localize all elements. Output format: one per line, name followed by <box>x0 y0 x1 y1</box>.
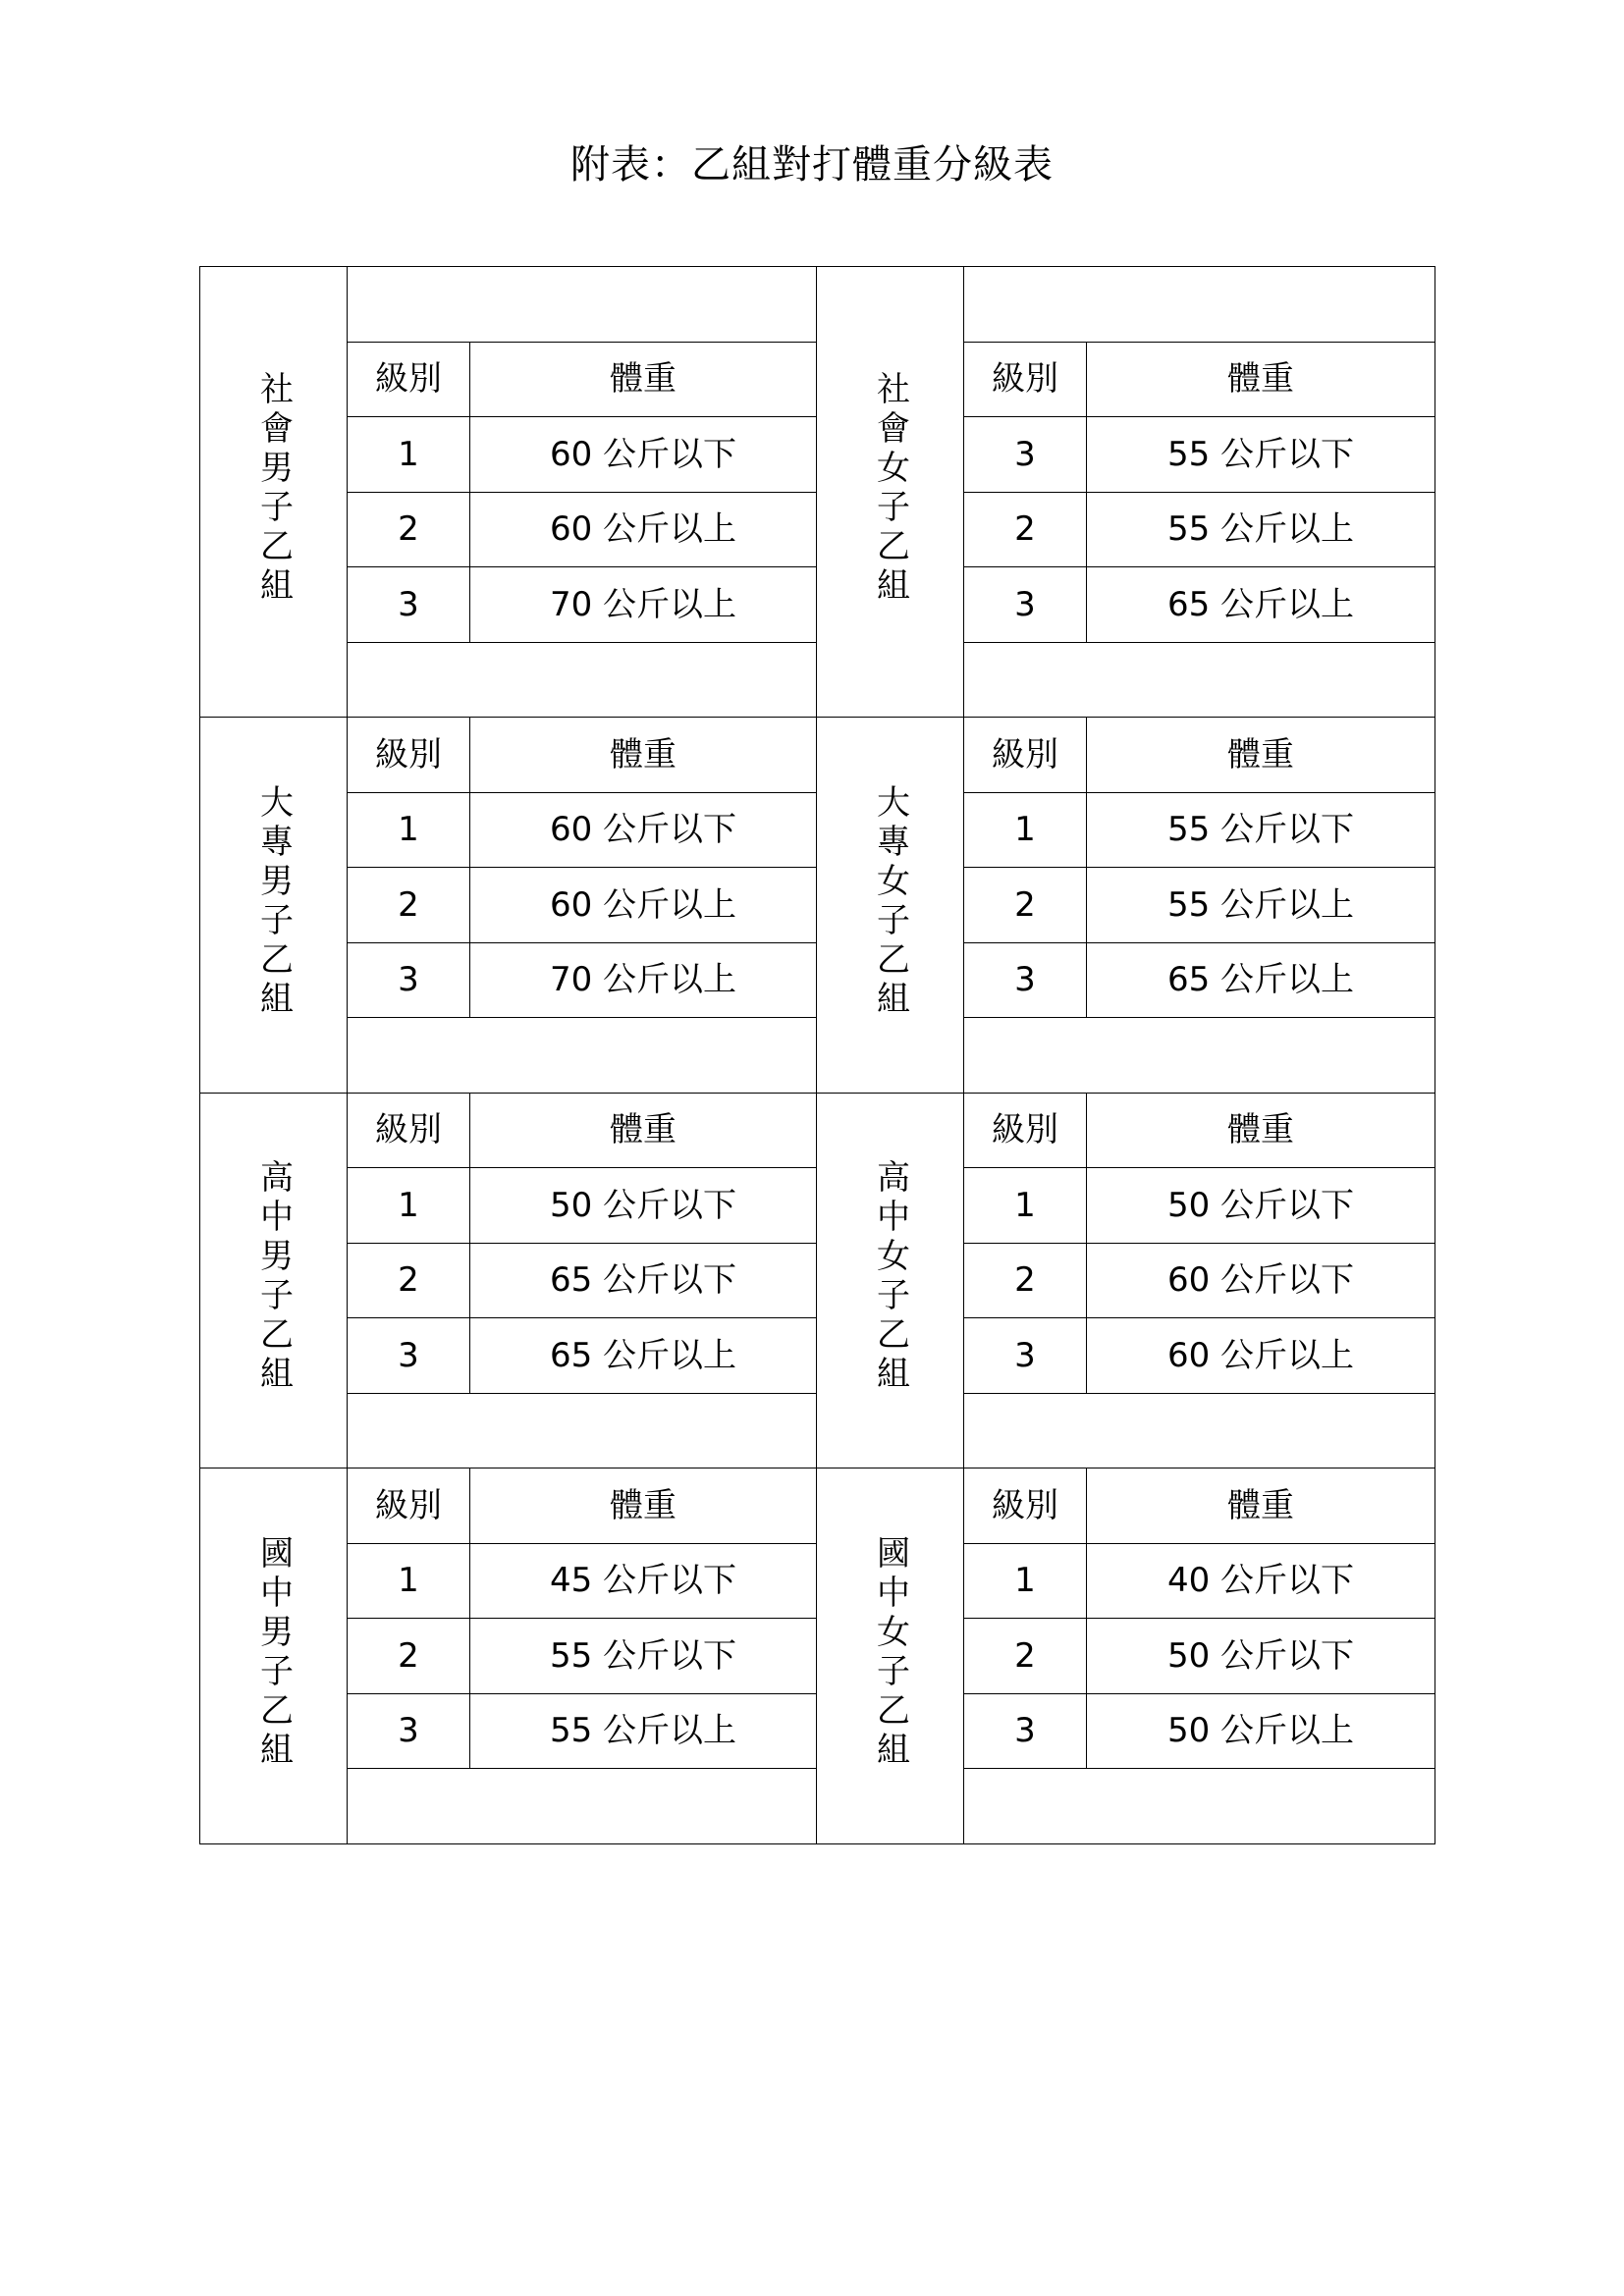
weight-cell: 70 公斤以上 <box>470 942 817 1018</box>
weight-cell: 65 公斤以上 <box>1087 942 1435 1018</box>
weight-cell: 50 公斤以下 <box>1087 1168 1435 1244</box>
group-name-label: 社會男子乙組 <box>253 371 294 607</box>
group-name-label: 大專女子乙組 <box>870 783 910 1020</box>
level-cell: 1 <box>348 1543 470 1619</box>
level-cell: 2 <box>964 868 1087 943</box>
blank-cell <box>964 642 1435 718</box>
level-header: 級別 <box>964 1093 1087 1168</box>
blank-cell <box>964 1769 1435 1844</box>
header-row <box>200 718 1435 793</box>
weight-cell: 60 公斤以下 <box>470 792 817 868</box>
weight-header: 體重 <box>1087 718 1435 793</box>
right-group-cell <box>817 267 964 718</box>
level-cell: 3 <box>964 567 1087 643</box>
blank-cell <box>964 1018 1435 1094</box>
blank-cell <box>348 267 817 343</box>
left-group-cell <box>200 1468 348 1844</box>
level-header: 級別 <box>964 1468 1087 1544</box>
weight-header: 體重 <box>1087 1468 1435 1544</box>
level-cell: 1 <box>964 1168 1087 1244</box>
level-header: 級別 <box>348 1468 470 1544</box>
header-row <box>200 1093 1435 1168</box>
level-cell: 2 <box>348 868 470 943</box>
page-title: 附表：乙組對打體重分級表 <box>570 142 1054 187</box>
left-group-cell <box>200 1093 348 1468</box>
level-header: 級別 <box>964 718 1087 793</box>
weight-cell: 45 公斤以下 <box>470 1543 817 1619</box>
right-group-cell <box>817 1093 964 1468</box>
level-header: 級別 <box>348 1093 470 1168</box>
blank-cell <box>348 1769 817 1844</box>
weight-cell: 65 公斤以上 <box>470 1318 817 1394</box>
level-cell: 3 <box>964 1318 1087 1394</box>
level-cell: 2 <box>348 492 470 567</box>
weight-header: 體重 <box>470 1468 817 1544</box>
group-name-label: 國中男子乙組 <box>253 1534 294 1771</box>
level-cell: 3 <box>348 567 470 643</box>
weight-cell: 50 公斤以上 <box>1087 1693 1435 1769</box>
group-name-label: 高中女子乙組 <box>870 1159 910 1396</box>
weight-cell: 55 公斤以下 <box>470 1619 817 1694</box>
table-body <box>200 267 1435 1844</box>
level-header: 級別 <box>964 342 1087 417</box>
weight-class-table <box>199 266 1435 1844</box>
weight-header: 體重 <box>470 1093 817 1168</box>
group-name-label: 社會女子乙組 <box>870 371 910 607</box>
weight-cell: 55 公斤以上 <box>1087 492 1435 567</box>
weight-header: 體重 <box>1087 342 1435 417</box>
level-cell: 1 <box>348 1168 470 1244</box>
blank-cell <box>964 1393 1435 1468</box>
weight-cell: 60 公斤以上 <box>470 868 817 943</box>
weight-cell: 60 公斤以上 <box>470 492 817 567</box>
weight-cell: 60 公斤以下 <box>470 417 817 493</box>
level-cell: 3 <box>964 417 1087 493</box>
header-row <box>200 1468 1435 1544</box>
weight-header: 體重 <box>1087 1093 1435 1168</box>
blank-cell <box>348 1393 817 1468</box>
weight-cell: 60 公斤以下 <box>1087 1243 1435 1318</box>
weight-cell: 55 公斤以上 <box>1087 868 1435 943</box>
right-group-cell <box>817 718 964 1094</box>
level-cell: 2 <box>964 1243 1087 1318</box>
right-group-cell <box>817 1468 964 1844</box>
blank-cell <box>348 1018 817 1094</box>
level-cell: 3 <box>348 1693 470 1769</box>
left-group-cell <box>200 267 348 718</box>
group-name-label: 國中女子乙組 <box>870 1534 910 1771</box>
weight-cell: 55 公斤以下 <box>1087 792 1435 868</box>
left-group-cell <box>200 718 348 1094</box>
weight-cell: 65 公斤以下 <box>470 1243 817 1318</box>
weight-header: 體重 <box>470 342 817 417</box>
weight-cell: 70 公斤以上 <box>470 567 817 643</box>
level-cell: 1 <box>964 792 1087 868</box>
blank-cell <box>964 267 1435 343</box>
blank-row <box>200 267 1435 343</box>
level-cell: 1 <box>348 792 470 868</box>
level-cell: 3 <box>348 942 470 1018</box>
weight-cell: 50 公斤以下 <box>1087 1619 1435 1694</box>
level-header: 級別 <box>348 342 470 417</box>
weight-header: 體重 <box>470 718 817 793</box>
level-cell: 1 <box>348 417 470 493</box>
level-cell: 1 <box>964 1543 1087 1619</box>
level-cell: 3 <box>348 1318 470 1394</box>
group-name-label: 高中男子乙組 <box>253 1159 294 1396</box>
level-cell: 3 <box>964 942 1087 1018</box>
weight-cell: 55 公斤以下 <box>1087 417 1435 493</box>
group-name-label: 大專男子乙組 <box>253 783 294 1020</box>
level-cell: 2 <box>348 1243 470 1318</box>
weight-cell: 40 公斤以下 <box>1087 1543 1435 1619</box>
weight-cell: 60 公斤以上 <box>1087 1318 1435 1394</box>
weight-cell: 65 公斤以上 <box>1087 567 1435 643</box>
level-header: 級別 <box>348 718 470 793</box>
level-cell: 2 <box>964 492 1087 567</box>
blank-cell <box>348 642 817 718</box>
level-cell: 3 <box>964 1693 1087 1769</box>
level-cell: 2 <box>348 1619 470 1694</box>
weight-cell: 50 公斤以下 <box>470 1168 817 1244</box>
weight-cell: 55 公斤以上 <box>470 1693 817 1769</box>
level-cell: 2 <box>964 1619 1087 1694</box>
